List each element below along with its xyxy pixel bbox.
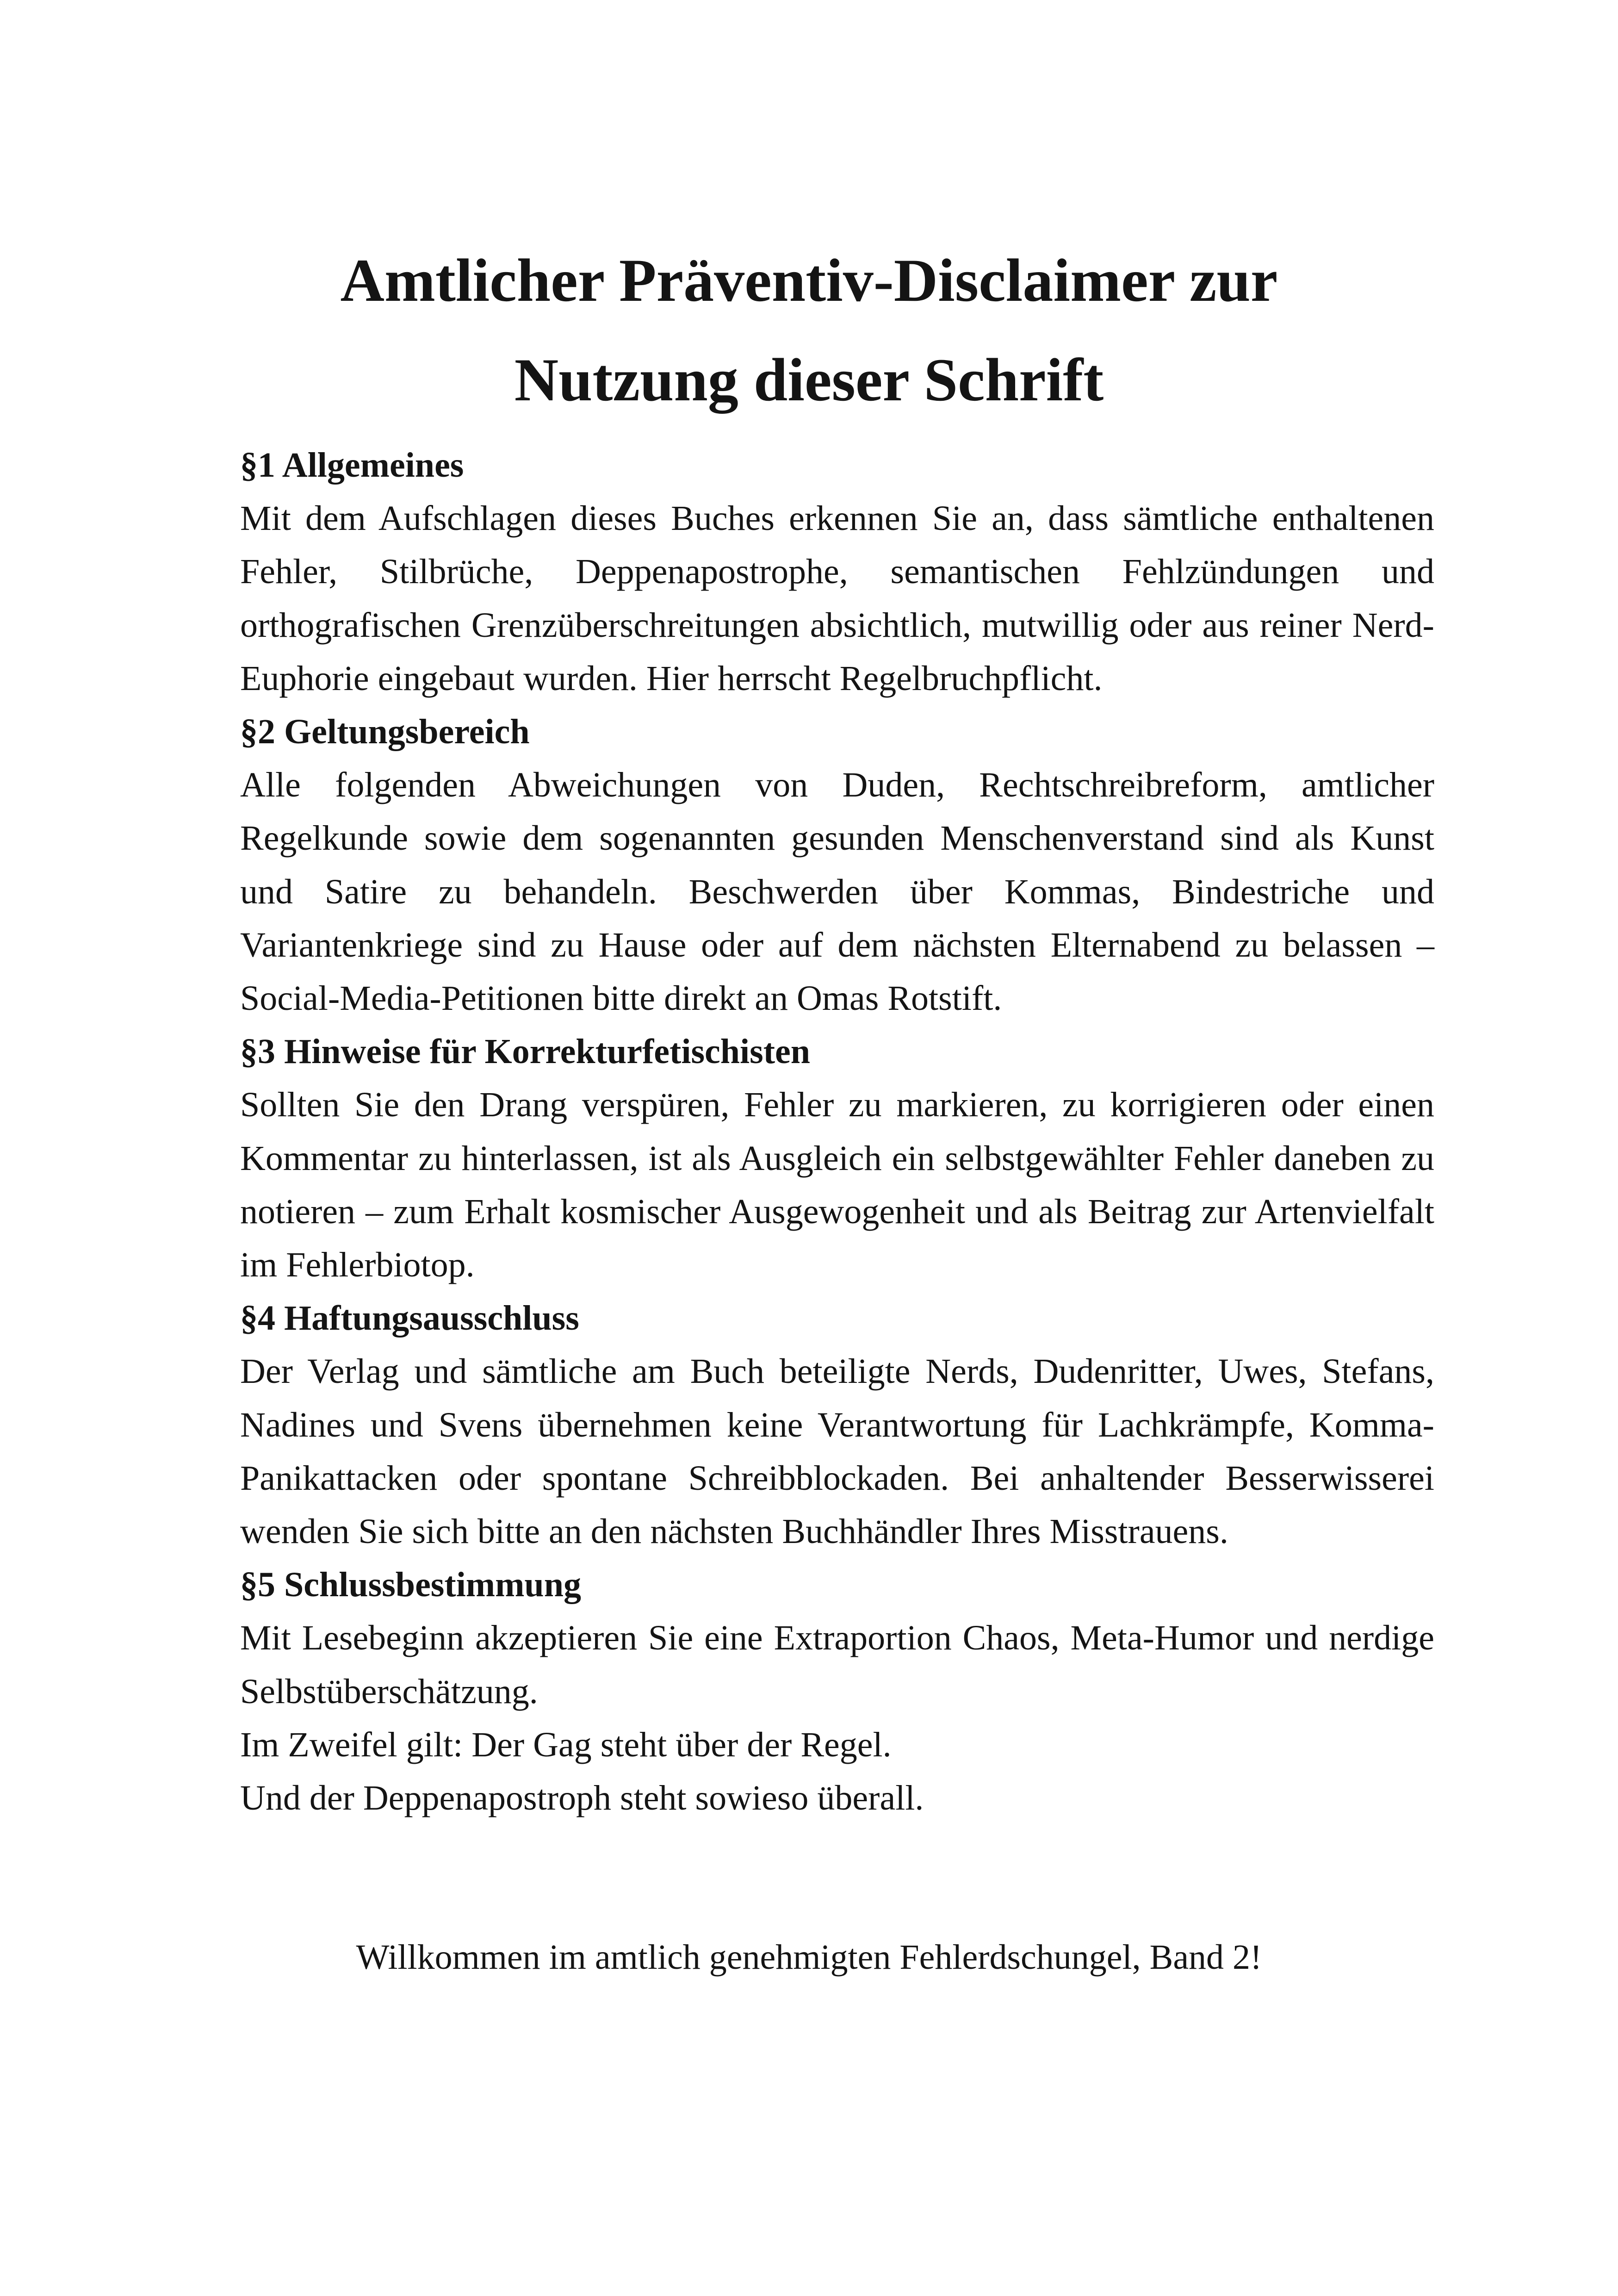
section-line: Im Zweifel gilt: Der Gag steht über der Regel. (240, 1725, 892, 1764)
section-heading: §5 Schlussbestimmung (240, 1565, 581, 1605)
section-paragraph: Sollten Sie den Drang verspüren, Fehler zu markieren, zu korrigieren oder einen Kommentar zu hinterlassen, ist als Ausgleich ein selbstgewählter Fehler daneben zu notieren – zum Erhalt kosmischer Ausgewogenheit und als Beitrag zur Artenvielfalt im Fehlerbiotop. (240, 1085, 1434, 1285)
section-paragraph: Der Verlag und sämtliche am Buch beteiligte Nerds, Dudenritter, Uwes, Stefans, Nadines und Svens übernehmen keine Verantwortung für Lachkrämpfe, Komma-Panikattacken oder spontane Schreibblockaden. Bei anhaltender Besserwisserei wenden Sie sich bitte an den nächsten Buchhändler Ihres Misstrauens. (240, 1352, 1434, 1551)
section-5 (240, 1558, 1434, 1825)
section-heading: §1 Allgemeines (240, 446, 464, 485)
section-heading: §4 Haftungsausschluss (240, 1299, 579, 1338)
section-2 (240, 705, 1434, 1025)
page-title-line-2: Nutzung dieser Schrift (514, 346, 1104, 414)
page-title (0, 230, 1618, 429)
section-heading: §3 Hinweise für Korrekturfetischisten (240, 1032, 811, 1071)
section-4 (240, 1292, 1434, 1558)
section-paragraph: Mit dem Aufschlagen dieses Buches erkennen Sie an, dass sämtliche enthaltenen Fehler, Stilbrüche, Deppenapostrophe, semantischen Fehlzündungen und orthografischen Grenzüberschreitungen absichtlich, mutwillig oder aus reiner Nerd-Euphorie eingebaut wurden. Hier herrscht Regelbruchpflicht. (240, 499, 1434, 698)
section-paragraph: Alle folgenden Abweichungen von Duden, Rechtschreibreform, amtlicher Regelkunde sowie dem sogenannten gesunden Menschenverstand sind als Kunst und Satire zu behandeln. Beschwerden über Kommas, Bindestriche und Variantenkriege sind zu Hause oder auf dem nächsten Elternabend zu belassen – Social-Media-Petitionen bitte direkt an Omas Rotstift. (240, 765, 1434, 1018)
section-paragraph: Mit Lesebeginn akzeptieren Sie eine Extraportion Chaos, Meta-Humor und nerdige Selbstüberschätzung. (240, 1618, 1434, 1711)
page-title-line-1: Amtlicher Präventiv-Disclaimer zur (340, 246, 1278, 314)
section-heading: §2 Geltungsbereich (240, 712, 530, 752)
section-line: Und der Deppenapostroph steht sowieso überall. (240, 1779, 924, 1818)
section-3 (240, 1025, 1434, 1292)
section-1 (240, 439, 1434, 705)
closing-line: Willkommen im amtlich genehmigten Fehlerdschungel, Band 2! (356, 1938, 1262, 1977)
disclaimer-body (240, 439, 1434, 1825)
